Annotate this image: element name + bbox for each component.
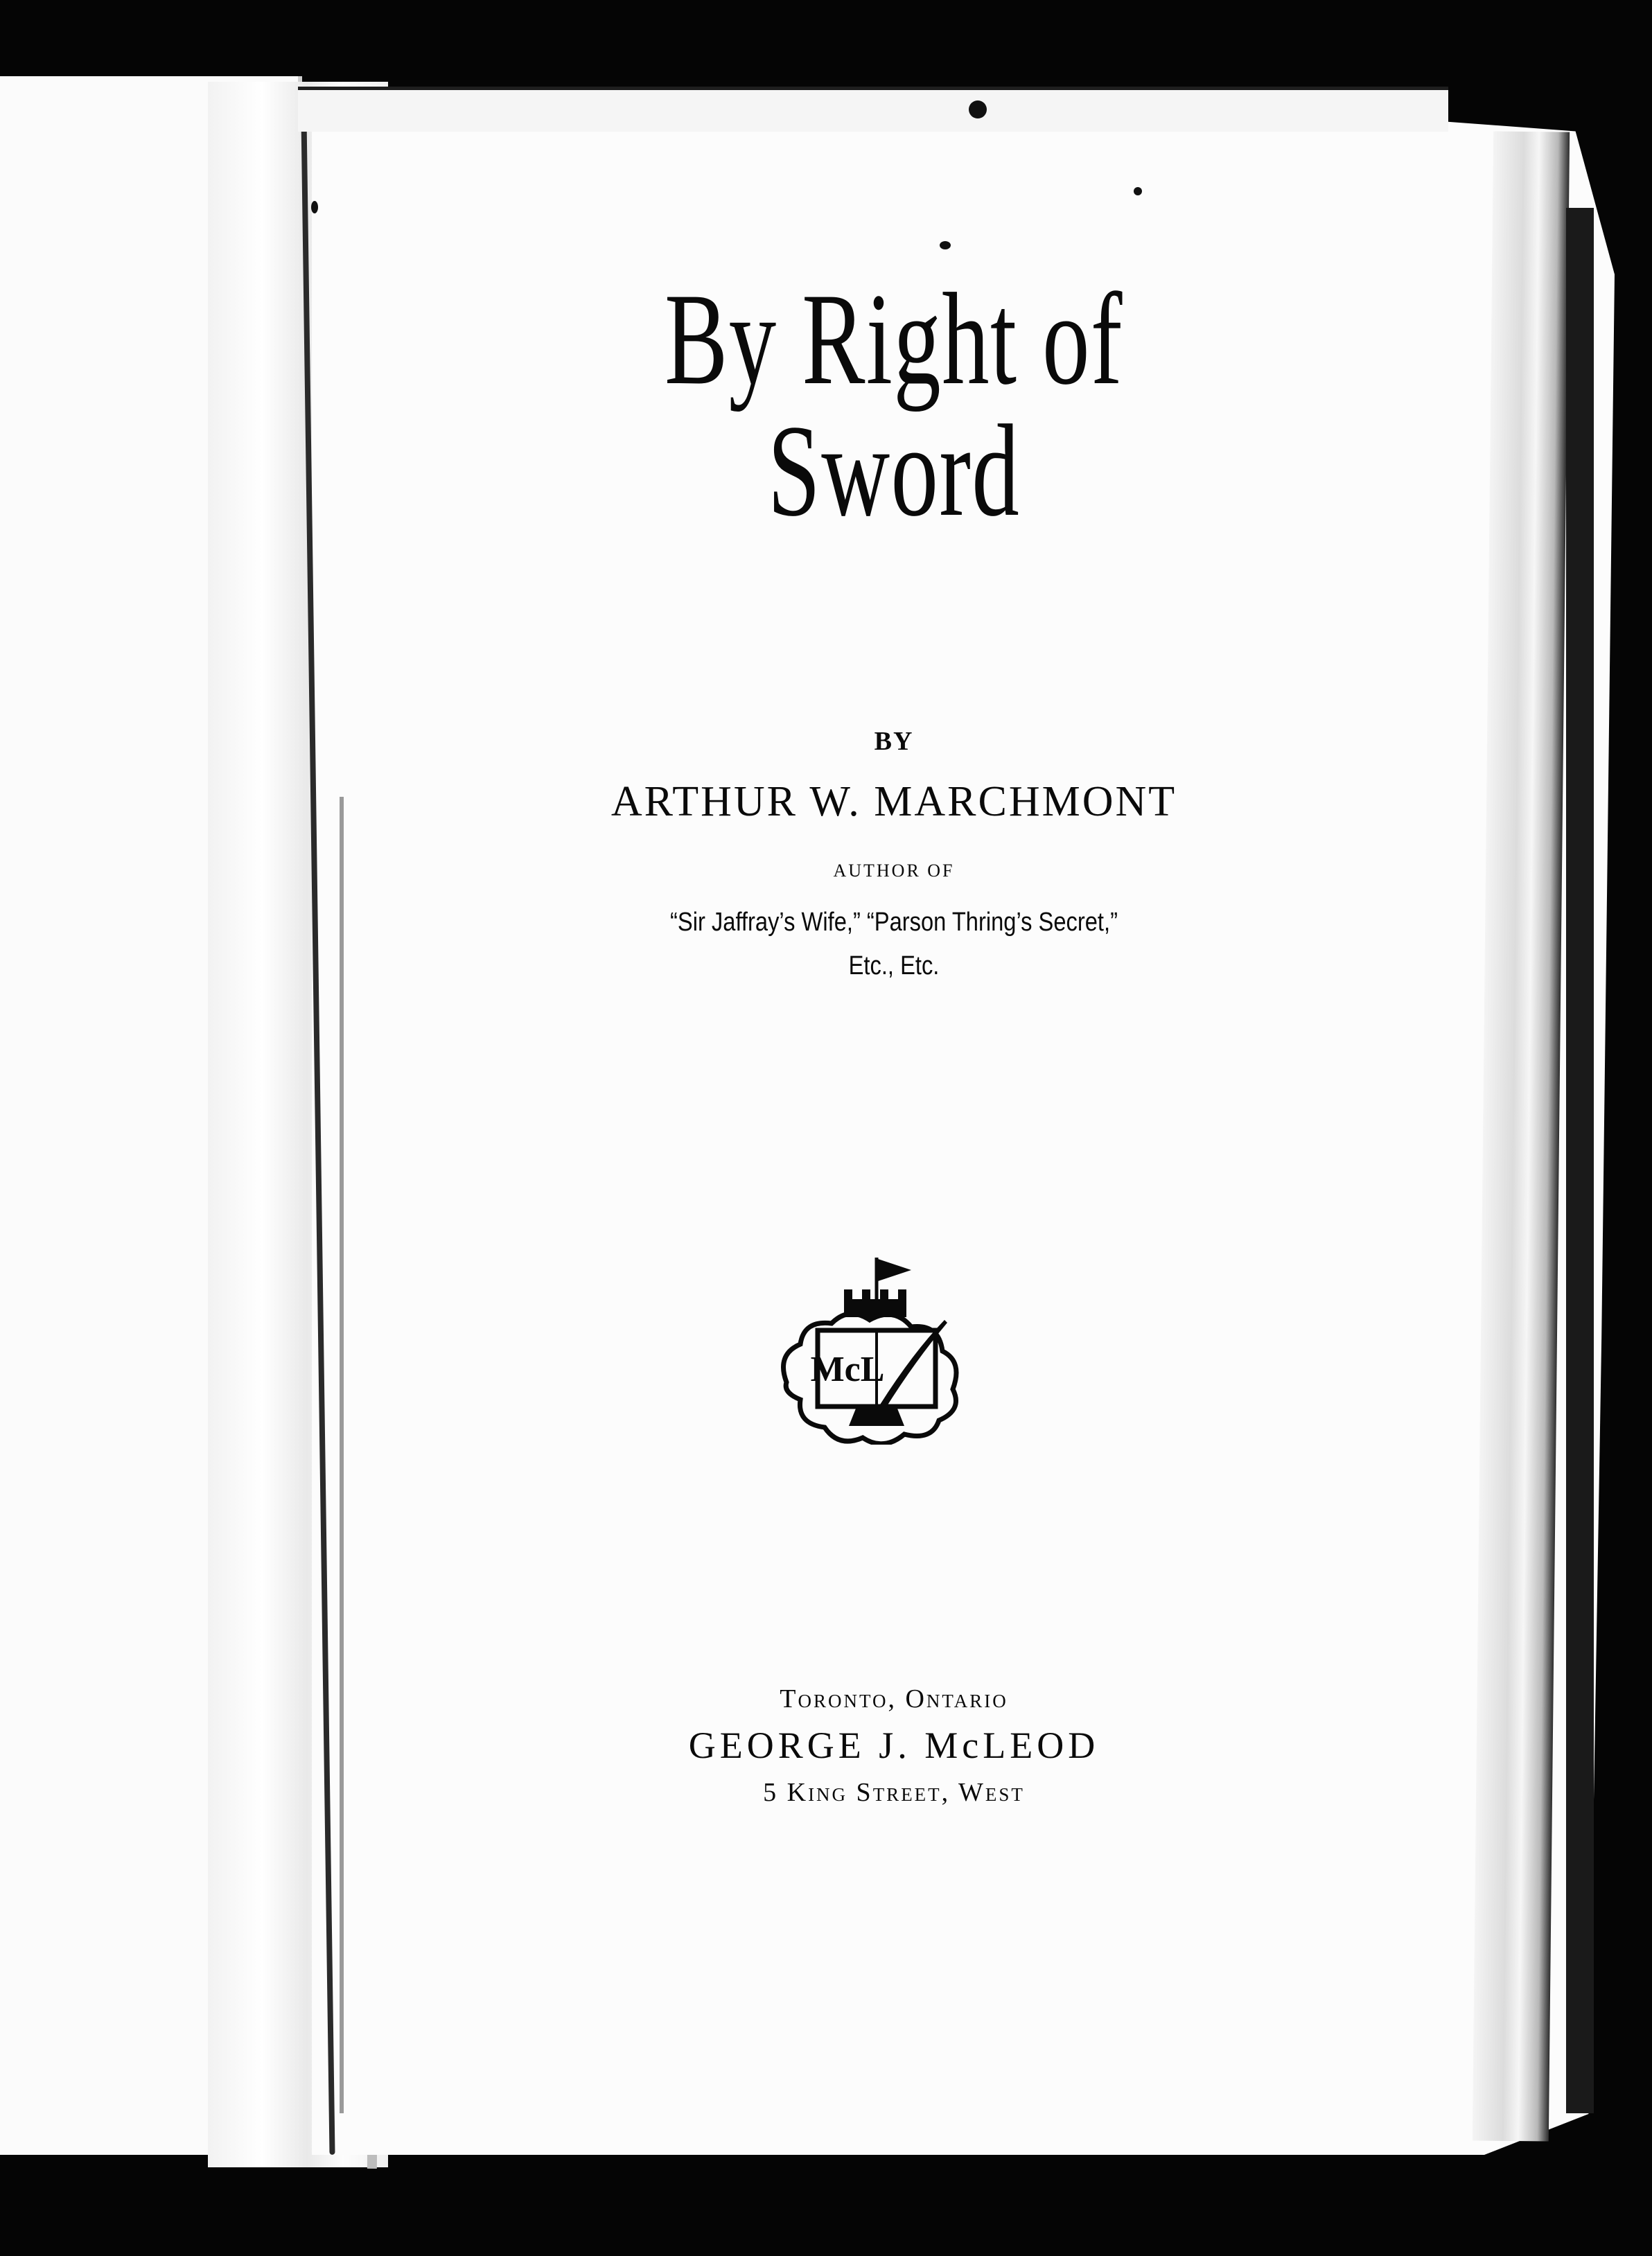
imprint-address: 5 King Street, West [763, 1778, 1025, 1807]
ink-speck [940, 241, 951, 249]
ink-speck [1134, 187, 1142, 195]
right-page-edge-shadow [1566, 208, 1594, 2113]
imprint-city: Toronto, Ontario [780, 1684, 1008, 1713]
other-works-etc: Etc., Etc. [848, 951, 940, 980]
ink-speck [969, 100, 987, 118]
page-top-edge [298, 87, 1448, 132]
book-title: By Right of Sword [665, 267, 1123, 544]
by-label: BY [874, 727, 914, 756]
publisher-monogram: McL [810, 1350, 885, 1389]
author-of-label: AUTHOR OF [833, 861, 955, 881]
author-name: ARTHUR W. MARCHMONT [610, 778, 1177, 825]
binding-crease [340, 797, 344, 2113]
publisher-device-icon [773, 1251, 981, 1445]
ink-speck [311, 201, 318, 213]
other-works: “Sir Jaffray’s Wife,” “Parson Thring’s Secret,” [670, 908, 1118, 937]
imprint-publisher: GEORGE J. McLEOD [688, 1725, 1100, 1766]
